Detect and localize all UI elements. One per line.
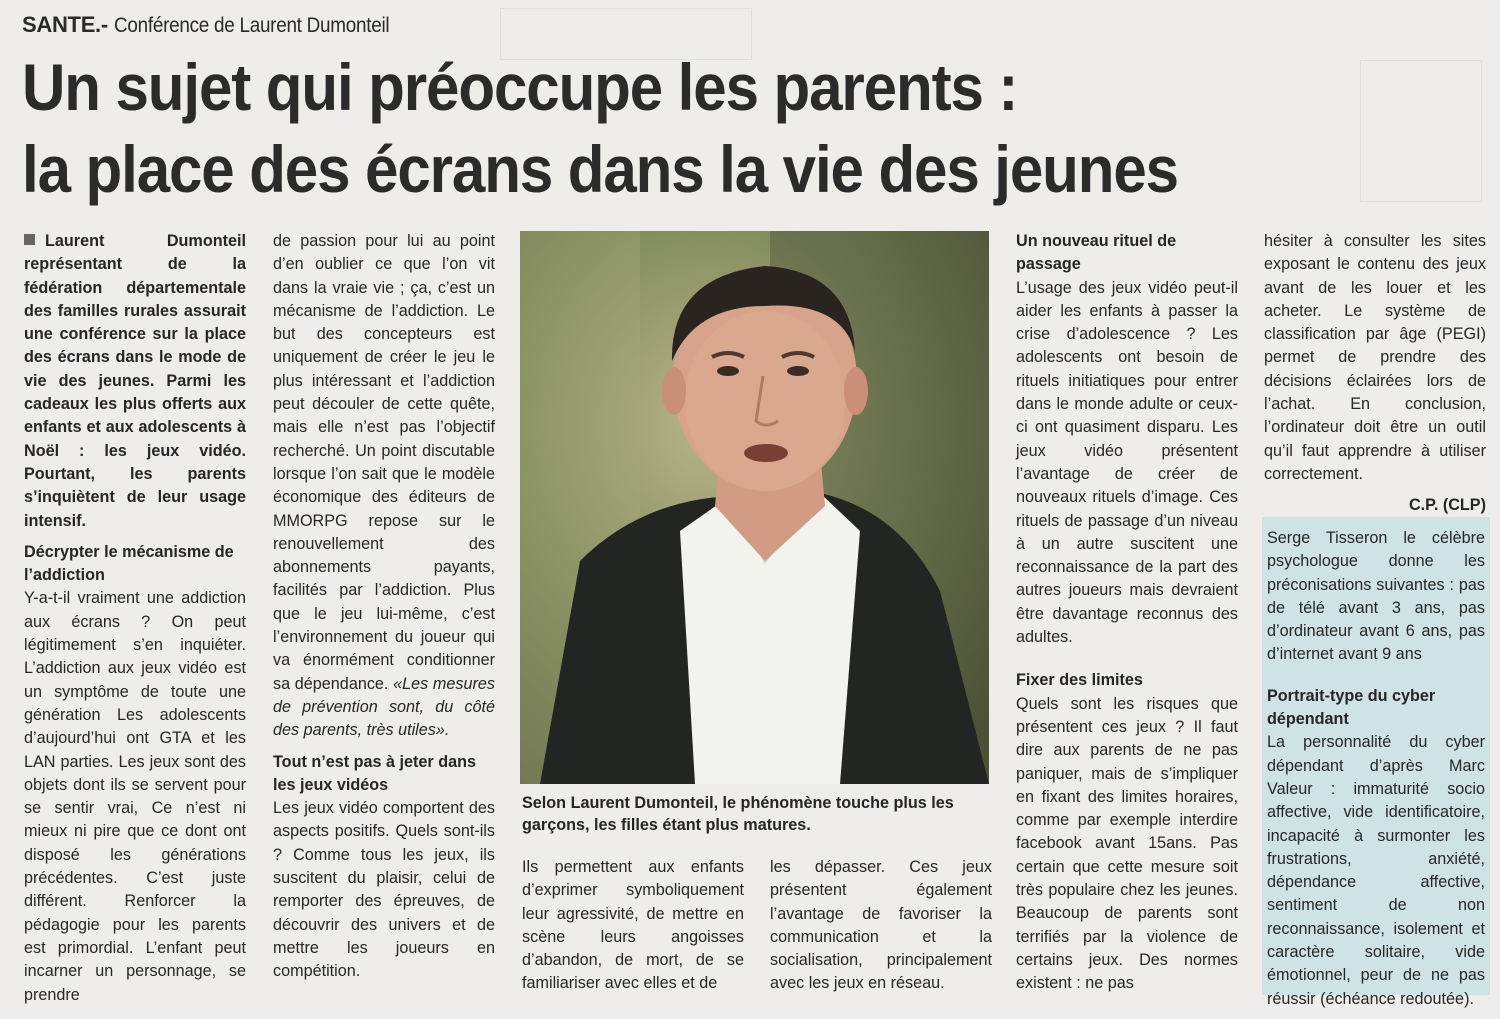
body-paragraph: de passion pour lui au point d’en oublier ce que l’on vit dans la vraie vie ; ça, c’est un mécanisme de l’addiction. Le but des concepteurs est uniquement de créer le jeu le plus intéressant et l’addiction peut découler de cette quête, mais elle n’est pas l’objectif recherché. Un point discutable lorsque l’on sait que le modèle économique des éditeurs de MMORPG repose sur le renouvellement des abonnements payants, facilités par l’addiction. Plus que le jeu lui-même, c’est l’environnement du joueur qui va énormément conditionner sa dépendance. «Les mesures de prévention sont, du côté des parents, très utiles».: [273, 232, 495, 740]
sidebar-paragraph: Serge Tisseron le célèbre psychologue donne les préconisations suivantes : pas de télé avant 3 ans, pas d’ordinateur avant 6 ans, pas d’internet avant 9 ans: [1267, 529, 1485, 664]
speaker-photo-illustration: [520, 231, 989, 784]
column-6: [770, 856, 992, 996]
body-paragraph: L’usage des jeux vidéo peut-il aider les enfants à passer la crise d’adolescence ? Les adolescents ont besoin de rituels initiatiques pour entrer dans le monde adulte or ceux-ci ont quasiment disparu. Les jeux vidéo présentent l’avantage de créer de nouveaux rituels d’image. Ces rituels de passage d’un niveau à un autre suscitent une reconnaissance de la part des autres joueurs mais devraient être davantage reconnus des adultes.: [1016, 278, 1238, 647]
column-5: [522, 856, 744, 996]
body-paragraph: Ils permettent aux enfants d’exprimer symboliquement leur agressivité, de mettre en scène leurs angoisses d’abandon, de mort, de se familiariser avec elles et de: [522, 858, 744, 993]
column-2: [273, 230, 495, 984]
sidebar-box: [1262, 517, 1490, 1008]
column-3: [1016, 230, 1238, 996]
sidebar-paragraph: La personnalité du cyber dépendant d’après Marc Valeur : immaturité socio affective, vide identificatoire, incapacité à surmonter les frustrations, anxiété, dépendance affective, sentiment de non reconnaissance, isolement et caractère solitaire, vide émotionnel, peur de ne pas réussir (échéance redoutée).: [1267, 733, 1485, 1008]
body-paragraph: les dépasser. Ces jeux présentent également l’avantage de favoriser la communication et la socialisation, principalement avec les jeux en réseau.: [770, 858, 992, 993]
photo-caption: Selon Laurent Dumonteil, le phénomène touche plus les garçons, les filles étant plus matures.: [522, 794, 954, 834]
sidebar-heading: Portrait-type du cyber dépendant: [1267, 686, 1436, 729]
square-bullet-icon: [24, 234, 35, 245]
column-1: [24, 230, 246, 1007]
body-paragraph: hésiter à consulter les sites exposant le contenu des jeux avant de les louer et les acheter. Le système de classification par âge (PEGI) permet de prendre des décisions éclairées lors de l’achat. En conclusion, l’ordinateur doit être un outil qu’il faut apprendre à utiliser correctement.: [1264, 232, 1486, 483]
sidebar-content: [1267, 527, 1485, 1011]
speaker-photo: [520, 231, 989, 784]
headline-line-1: Un sujet qui préoccupe les parents :: [22, 50, 1018, 124]
headline: [22, 46, 1292, 210]
section-heading: Un nouveau rituel de passage: [1016, 232, 1177, 274]
pull-quote: «Les mesures de prévention sont, du côté des parents, très utiles».: [273, 674, 495, 740]
kicker-subtitle: Conférence de Laurent Dumonteil: [113, 14, 390, 37]
section-heading: Fixer des limites: [1016, 671, 1143, 690]
column-4: [1264, 230, 1486, 518]
body-paragraph: Les jeux vidéo comportent des aspects positifs. Quels sont-ils ? Comme tous les jeux, ils suscitent du plaisir, celui de remporter des épreuves, de découvrir des univers et de mettre les joueurs en compétition.: [273, 799, 495, 981]
headline-line-2: la place des écrans dans la vie des jeunes: [22, 132, 1178, 206]
bleed-through-shape: [1360, 60, 1482, 202]
body-paragraph: Y-a-t-il vraiment une addiction aux écrans ? On peut légitimement s’en inquiéter. L’addiction aux jeux vidéo est un symptôme de toute une génération Les adolescents d’aujourd’hui ont GTA et les LAN parties. Les jeux sont des objets dont ils se servent pour se sentir vrai, Ce n’est ni mieux ni pire que ce dont ont disposé les générations précédentes. C’est juste différent. Renforcer la pédagogie pour les parents est primordial. L’enfant peut incarner un personnage, se prendre: [24, 589, 246, 1004]
author-signature: C.P. (CLP): [1408, 496, 1486, 515]
body-paragraph: Quels sont les risques que présentent ces jeux ? Il faut dire aux parents de ne pas paniquer, mais de s’impliquer en fixant des limites horaires, comme par exemple interdire facebook avant 15ans. Pas certain que cette mesure soit très populaire chez les jeunes. Beaucoup de parents sont terrifiés par la violence de certains jeux. Des normes existent : ne pas: [1016, 694, 1238, 993]
lead-paragraph: Laurent Dumonteil représentant de la fédération départementale des familles rurales assurait une conférence sur la place des écrans dans le mode de vie des jeunes. Parmi les cadeaux les plus offerts aux enfants et aux adolescents à Noël : les jeux vidéo. Pourtant, les parents s’inquiètent de leur usage intensif.: [24, 232, 246, 530]
section-heading: Tout n’est pas à jeter dans les jeux vidéos: [273, 752, 476, 794]
rubric-label: SANTE.-: [22, 12, 108, 37]
section-heading: Décrypter le mécanisme de l’addiction: [24, 542, 234, 585]
kicker: [22, 12, 420, 38]
